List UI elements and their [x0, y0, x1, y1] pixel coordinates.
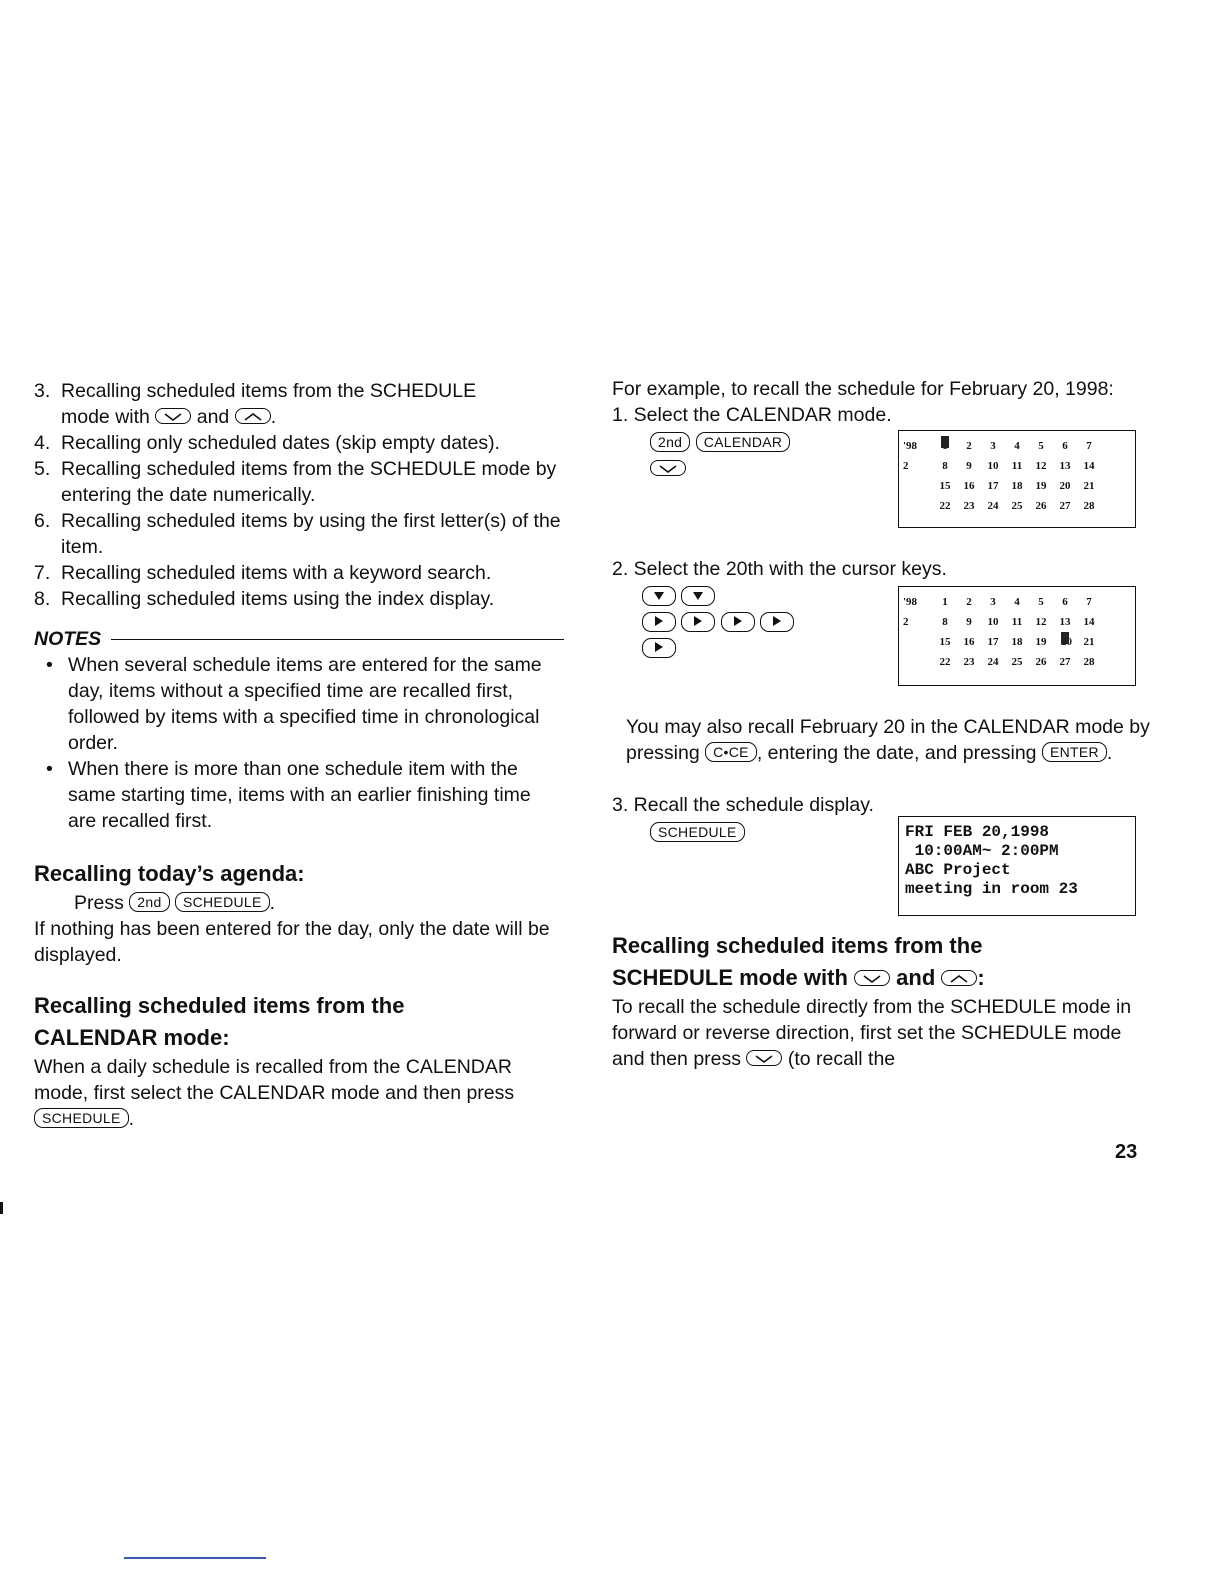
calendar-day: 14 [1083, 460, 1095, 472]
right-cursor-key-icon [642, 612, 676, 632]
calendar-day: 19 [1035, 480, 1047, 492]
agenda-section: Recalling today’s agenda: Press 2nd SCHEDULE . If nothing has been entered for the day, only the date will be displayed. [34, 858, 564, 968]
calendar-day: 27 [1059, 500, 1071, 512]
calendar-week-row [903, 436, 1101, 456]
list-item: 7. Recalling scheduled items with a keyword search. [34, 562, 492, 584]
calendar-day: 18 [1011, 480, 1023, 492]
calendar-day: 4 [1014, 596, 1020, 608]
calendar-day: 5 [1038, 596, 1044, 608]
calendar-week-row [903, 456, 1101, 476]
calendar-day: 12 [1035, 616, 1047, 628]
right-cursor-key-icon [642, 638, 676, 658]
calendar-day: 7 [1086, 596, 1092, 608]
right-cursor-key-icon [681, 612, 715, 632]
calendar-week-row [903, 612, 1101, 632]
schedule-key: SCHEDULE [34, 1108, 129, 1128]
schedule-display: FRI FEB 20,1998 10:00AM~ 2:00PM ABC Project meeting in room 23 [898, 816, 1136, 916]
calendar-week-row [903, 476, 1101, 496]
calendar-day: 4 [1014, 440, 1020, 452]
list-item: 5. Recalling scheduled items from the SCHEDULE mode by entering the date numerically. [34, 458, 557, 506]
schedule-key: SCHEDULE [650, 822, 745, 842]
calendar-day: 12 [1035, 460, 1047, 472]
calendar-label [903, 632, 933, 652]
calendar-day: 25 [1011, 500, 1023, 512]
calendar-day: 15 [939, 480, 951, 492]
calendar-display-1 [898, 430, 1136, 528]
calendar-day: 2 [966, 440, 972, 452]
calendar-day: 22 [939, 656, 951, 668]
calendar-day: 21 [1083, 480, 1095, 492]
calendar-day: 28 [1083, 656, 1095, 668]
calendar-day: 11 [1011, 616, 1023, 628]
calendar-day: 16 [963, 636, 975, 648]
calendar-label: 2 [903, 616, 909, 628]
calendar-day: 10 [987, 460, 999, 472]
calendar-day: 14 [1083, 616, 1095, 628]
note-item: • When several schedule items are entered for the same day, items without a specified time are recalled first, followed by items with a specified time in chronological order. [46, 654, 542, 754]
calendar-day: 17 [987, 636, 999, 648]
schedule-key: SCHEDULE [175, 892, 270, 912]
enter-key: ENTER [1042, 742, 1107, 762]
calendar-day: 16 [963, 480, 975, 492]
calendar-day: 6 [1062, 596, 1068, 608]
calendar-day: 10 [987, 616, 999, 628]
calendar-label: '98 [903, 440, 918, 452]
calendar-day [933, 436, 957, 456]
calendar-day: 18 [1011, 636, 1023, 648]
list-item: 4. Recalling only scheduled dates (skip empty dates). [34, 432, 500, 454]
schedule-recall-section: Recalling scheduled items from the SCHEDULE mode with and : To recall the schedule directly from the SCHEDULE mode in forward or reverse direction, first set the SCHEDULE mode and then press (to recall the [612, 933, 1132, 1070]
list-item: 3. Recalling scheduled items from the SCHEDULE mode with and . [34, 380, 477, 428]
right-column: For example, to recall the schedule for February 20, 1998: 1. Select the CALENDAR mode. 2nd CALENDAR '98 1 2 3 4 5 6 7 2 8 9 10 11 12 13 14 15 16 17 18 19 20 21 22 23 24 25 26 27 28 2. Select the 20th with the cursor keys. '98 1 2 3 4 5 6 7 2 8 9 10 11 12 13 14 15 16 17 18 19 20 21 22 23 24 25 26 27 28 You may also recall February 20 in the CALENDAR mode by pressing C•CE , entering the date, and pressing ENTER . 3. Recall the schedule display. SCHEDULE FRI FEB 20,1998 10:00AM~ 2:00PM ABC Project meeting in room 23 Recalling scheduled items from the SCHEDULE mode with and : To recall the schedule directly from the SCHEDULE mode in forward or reverse direction, first set the SCHEDULE mode and then press (to recall the [612, 376, 1152, 1072]
calendar-day: 24 [987, 656, 999, 668]
calendar-day: 15 [939, 636, 951, 648]
2nd-key: 2nd [129, 892, 169, 912]
left-column [34, 378, 564, 1132]
down-arrow-key-icon [854, 970, 890, 986]
calendar-day: 17 [987, 480, 999, 492]
calendar-day: 28 [1083, 500, 1095, 512]
also-paragraph: You may also recall February 20 in the CALENDAR mode by pressing C•CE , entering the date, and pressing ENTER . [626, 716, 1150, 764]
calendar-day: 2 [966, 596, 972, 608]
calendar-day: 19 [1035, 636, 1047, 648]
calendar-day: 22 [939, 500, 951, 512]
c-ce-key: C•CE [705, 742, 757, 762]
calendar-display-2 [898, 586, 1136, 686]
calendar-day: 20 [1059, 480, 1071, 492]
down-arrow-key-icon [650, 460, 686, 476]
down-cursor-key-icon [642, 586, 676, 606]
calendar-day [1053, 632, 1077, 652]
calendar-key: CALENDAR [696, 432, 791, 452]
calendar-day: 23 [963, 500, 975, 512]
cursor-highlight: 20 [1061, 632, 1069, 644]
calendar-day: 26 [1035, 656, 1047, 668]
down-arrow-key-icon [155, 408, 191, 424]
calendar-day: 13 [1059, 616, 1071, 628]
calendar-day: 26 [1035, 500, 1047, 512]
down-cursor-key-icon [681, 586, 715, 606]
calendar-day: 27 [1059, 656, 1071, 668]
calendar-day: 21 [1083, 636, 1095, 648]
calendar-day: 13 [1059, 460, 1071, 472]
calendar-label: '98 [903, 596, 918, 608]
calendar-label [903, 496, 933, 516]
calendar-day: 24 [987, 500, 999, 512]
agenda-heading: Recalling today’s agenda: [34, 861, 305, 886]
calendar-day: 9 [966, 460, 972, 472]
calendar-day: 8 [942, 460, 948, 472]
calendar-day: 3 [990, 596, 996, 608]
bottom-rule [124, 1557, 266, 1559]
calendar-day: 9 [966, 616, 972, 628]
up-arrow-key-icon [941, 970, 977, 986]
calendar-day: 8 [942, 616, 948, 628]
notes-divider [111, 639, 564, 640]
calendar-recall-section: Recalling scheduled items from the CALENDAR mode: When a daily schedule is recalled from the CALENDAR mode, first select the CALENDAR mode and then press SCHEDULE . [34, 993, 515, 1130]
calendar-day: 3 [990, 440, 996, 452]
up-arrow-key-icon [235, 408, 271, 424]
2nd-key: 2nd [650, 432, 690, 452]
calendar-day: 1 [942, 596, 948, 608]
right-cursor-key-icon [721, 612, 755, 632]
calendar-week-row [903, 496, 1101, 516]
calendar-day: 6 [1062, 440, 1068, 452]
calendar-day: 25 [1011, 656, 1023, 668]
down-arrow-key-icon [746, 1050, 782, 1066]
calendar-week-row [903, 632, 1101, 652]
margin-mark [0, 1202, 3, 1214]
calendar-label: 2 [903, 460, 909, 472]
page-number: 23 [1115, 1141, 1138, 1163]
calendar-day: 23 [963, 656, 975, 668]
list-item: 8. Recalling scheduled items using the index display. [34, 588, 495, 610]
calendar-label [903, 652, 933, 672]
calendar-label [903, 476, 933, 496]
calendar-day: 7 [1086, 440, 1092, 452]
calendar-week-row [903, 592, 1101, 612]
calendar-week-row [903, 652, 1101, 672]
list-item: 6. Recalling scheduled items by using the first letter(s) of the item. [34, 510, 561, 558]
calendar-day: 11 [1011, 460, 1023, 472]
calendar-day: 5 [1038, 440, 1044, 452]
right-cursor-key-icon [760, 612, 794, 632]
note-item: • When there is more than one schedule item with the same starting time, items with an earlier finishing time are recalled first. [46, 758, 531, 832]
notes-heading: NOTES [34, 626, 564, 652]
cursor-highlight: 1 [941, 436, 949, 448]
